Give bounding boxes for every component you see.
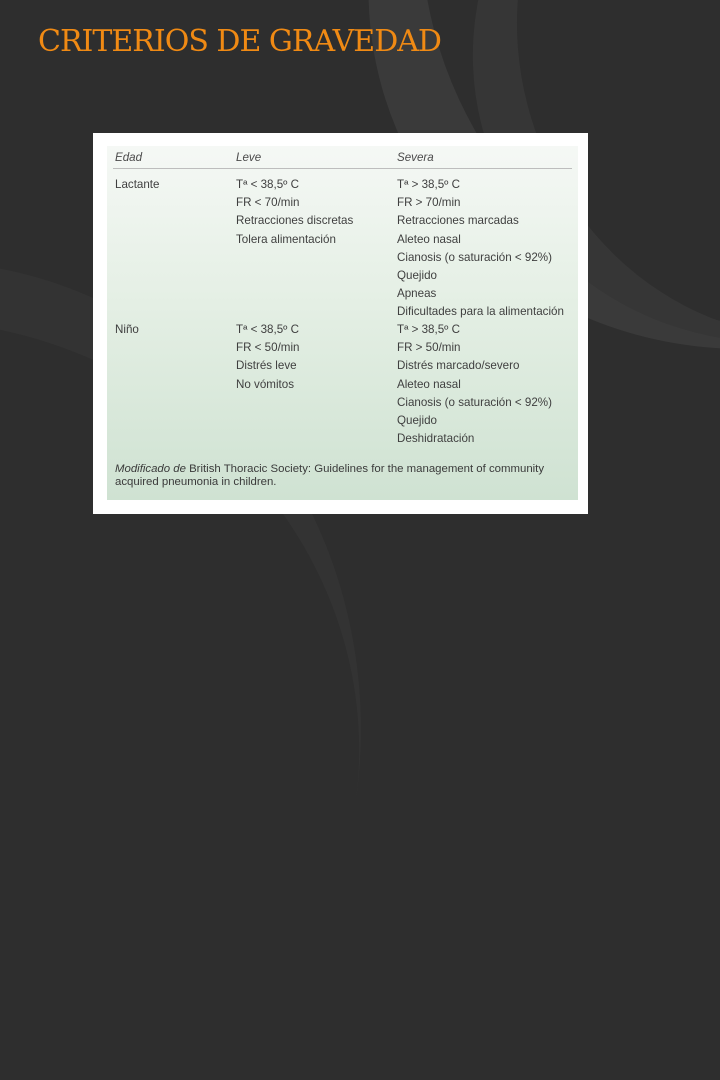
- list-item: Deshidratación: [397, 432, 475, 446]
- list-item: Retracciones marcadas: [397, 214, 519, 228]
- leve-list-lactante: [236, 176, 353, 249]
- list-item: FR < 70/min: [236, 196, 300, 210]
- list-item: Tª < 38,5º C: [236, 323, 299, 336]
- list-item: Tª > 38,5º C: [397, 178, 460, 191]
- list-item: Cianosis (o saturación < 92%): [397, 250, 552, 264]
- header-leve: Leve: [236, 151, 262, 164]
- footnote-italic: Modificado de: [115, 463, 186, 475]
- list-item: Aleteo nasal: [397, 377, 461, 391]
- leve-list-nino: [236, 321, 299, 394]
- list-item: Tª < 38,5º C: [236, 178, 299, 191]
- table-footnote: [115, 463, 570, 489]
- list-item: No vómitos: [236, 377, 294, 391]
- table-image-frame: [93, 133, 588, 514]
- footnote-text: British Thoracic Society: Guidelines for the management of community acquired pneumonia in children.: [115, 463, 545, 488]
- slide-title: CRITERIOS DE GRAVEDAD: [38, 24, 441, 59]
- list-item: Cianosis (o saturación < 92%): [397, 395, 552, 409]
- header-severa: Severa: [397, 151, 434, 164]
- severa-list-nino: [397, 321, 552, 448]
- list-item: Quejido: [397, 414, 437, 428]
- list-item: Distrés leve: [236, 359, 297, 373]
- list-item: Apneas: [397, 287, 437, 301]
- list-item: Quejido: [397, 269, 437, 283]
- list-item: Tª > 38,5º C: [397, 323, 460, 336]
- list-item: FR > 50/min: [397, 341, 461, 355]
- list-item: Distrés marcado/severo: [397, 359, 520, 373]
- severa-list-lactante: [397, 176, 564, 322]
- list-item: Aleteo nasal: [397, 232, 461, 246]
- header-divider: [113, 168, 572, 169]
- severity-table: [107, 146, 578, 500]
- age-cell-nino: Niño: [115, 323, 139, 336]
- age-cell-lactante: Lactante: [115, 178, 160, 191]
- list-item: Tolera alimentación: [236, 232, 336, 246]
- list-item: Retracciones discretas: [236, 214, 354, 228]
- list-item: Dificultades para la alimentación: [397, 305, 564, 319]
- header-edad: Edad: [115, 151, 143, 164]
- list-item: FR > 70/min: [397, 196, 461, 210]
- list-item: FR < 50/min: [236, 341, 300, 355]
